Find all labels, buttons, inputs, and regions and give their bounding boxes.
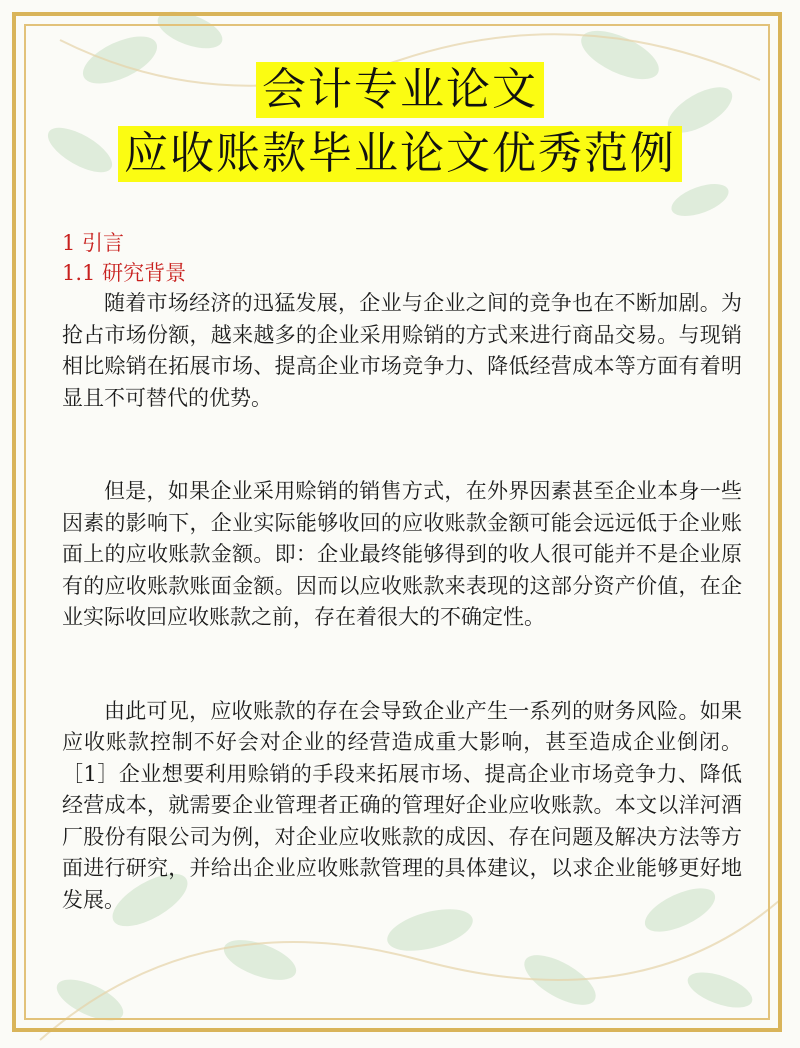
- section-heading-1: 1 引言: [62, 231, 125, 255]
- paragraph-2: 但是，如果企业采用赊销的销售方式，在外界因素甚至企业本身一些因素的影响下，企业实际能够收回的应收账款金额可能会远远低于企业账面上的应收账款金额。即：企业最终能够得到的收人很可能并不是企业原有的应收账款账面金额。因而以应收账款来表现的这部分资产价值，在企业实际收回应收账款之前，存在着很大的不确定性。: [62, 479, 742, 629]
- article-body: [62, 228, 742, 916]
- section-heading-1-1: 1.1 研究背景: [62, 261, 187, 285]
- title-line-1: 会计专业论文: [256, 62, 544, 118]
- paragraph-spacer: [62, 414, 742, 476]
- paragraph-3: 由此可见，应收账款的存在会导致企业产生一系列的财务风险。如果应收账款控制不好会对企业的经营造成重大影响，甚至造成企业倒闭。［1］企业想要利用赊销的手段来拓展市场、提高企业市场竞争力、降低经营成本，就需要企业管理者正确的管理好企业应收账款。本文以洋河酒厂股份有限公司为例，对企业应收账款的成因、存在问题及解决方法等方面进行研究，并给出企业应收账款管理的具体建议，以求企业能够更好地发展。: [62, 698, 742, 912]
- title-block: [0, 62, 800, 182]
- paragraph-spacer: [62, 634, 742, 696]
- title-line-2: 应收账款毕业论文优秀范例: [118, 126, 682, 182]
- paragraph-1: 随着市场经济的迅猛发展，企业与企业之间的竞争也在不断加剧。为抢占市场份额，越来越多的企业采用赊销的方式来进行商品交易。与现销相比赊销在拓展市场、提高企业市场竞争力、降低经营成本等方面有着明显且不可替代的优势。: [62, 291, 742, 410]
